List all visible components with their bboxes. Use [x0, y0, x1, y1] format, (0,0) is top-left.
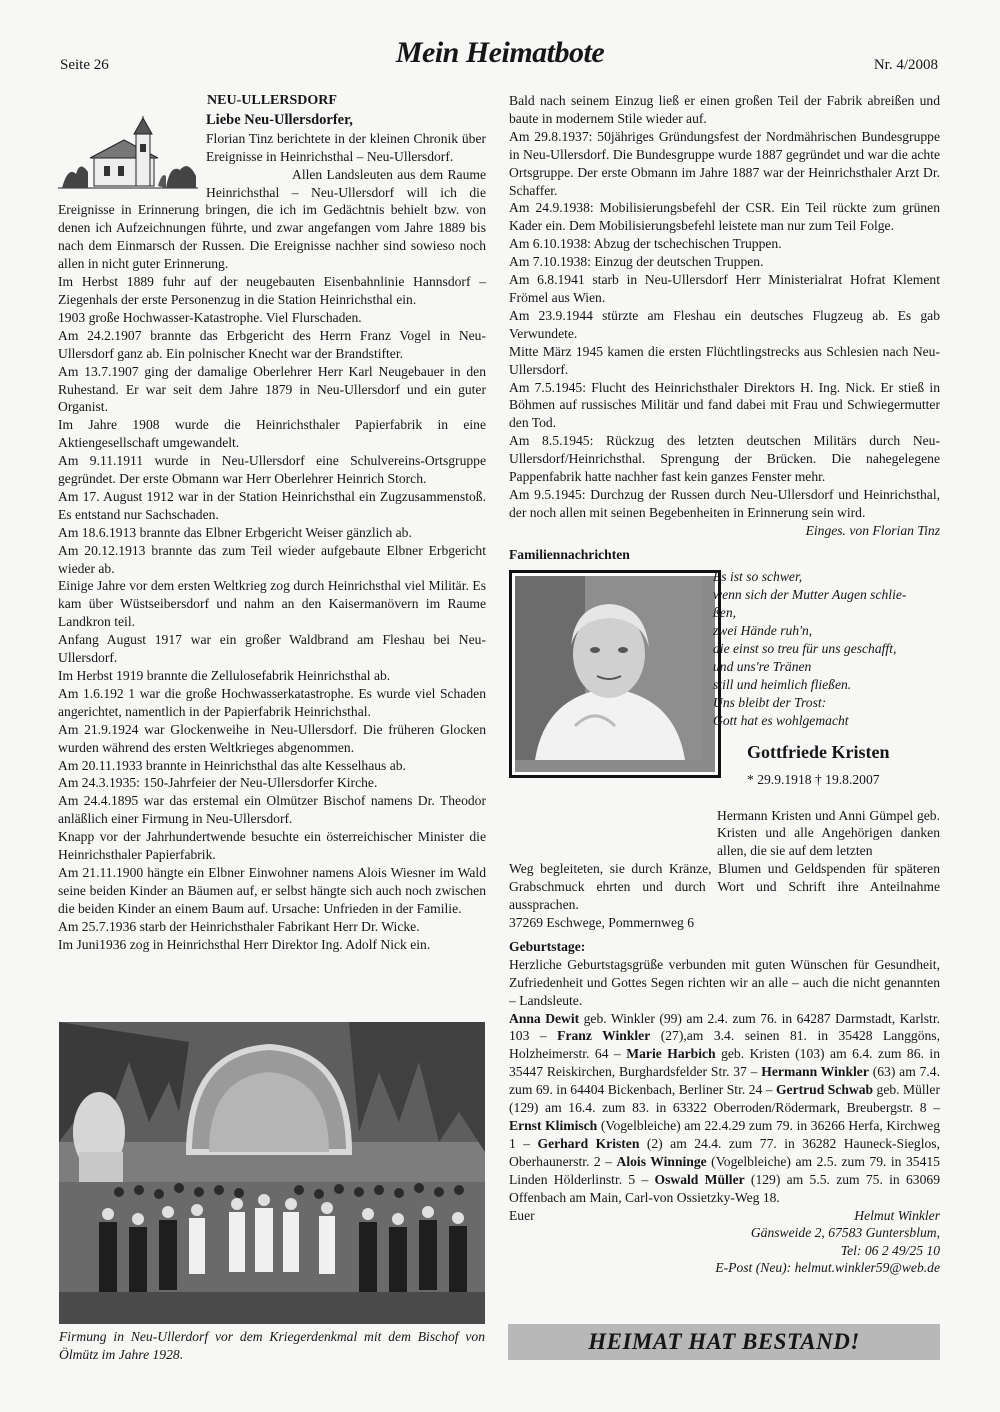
poem-line: wenn sich der Mutter Augen schlie- — [713, 586, 907, 602]
birthday-signature — [509, 1207, 940, 1277]
page-number: Seite 26 — [60, 57, 109, 73]
confirmation-group-photo — [59, 1022, 485, 1324]
poem-line: Gott hat es wohlgemacht — [713, 712, 849, 728]
chronicle-entry: Am 23.9.1944 stürzte am Fleshau ein deutsches Flugzeug ab. Es gab Verwundete. — [509, 307, 940, 341]
event-list-right — [509, 92, 940, 522]
issue-number: Nr. 4/2008 — [873, 57, 938, 73]
obituary-thanks-start: Hermann Kristen und Anni Gümpel geb. Kristen und alle Angehörigen danken allen, die sie auf dem letzten — [717, 807, 940, 859]
birthday-details: geb. Winkler (99) am 2.4. zum 76. in 64287 Darmstadt, Karlstr. 103 – — [509, 1010, 940, 1044]
poem-line: still und heimlich fließen. — [713, 676, 852, 692]
poem-line: Es ist so schwer, — [713, 568, 803, 584]
chronicle-entry: Am 20.12.1913 brannte das zum Teil wieder aufgebaute Elbner Erbgericht wieder ab. — [58, 542, 486, 576]
birthday-details: geb. Müller (129) am 16.4. zum 83. in 63322 Oberroden/Rödermark, Breubergstr. 8 – — [509, 1082, 940, 1116]
chronicle-entry: Am 20.11.1933 brannte in Heinrichsthal das alte Kesselhaus ab. — [58, 757, 406, 773]
obituary-thanks-continued: Weg begleiteten, sie durch Kränze, Blumen und Geldspenden für späteren Grabschmuck ehrten und durch Wort und Schrift ihre Anteilnahme aussprachen. — [509, 861, 940, 913]
deceased-name: Gottfriede Kristen — [747, 741, 890, 762]
poem-line: Uns bleibt der Trost: — [713, 694, 827, 710]
chronicle-entry: Einige Jahre vor dem ersten Weltkrieg zog durch Heinrichsthal viel Militär. Es kam über Wüstseibersdorf und nahm an den Kaisermanövern im Raume Landkron teil. — [58, 578, 486, 630]
masthead-title: Mein Heimatbote — [395, 36, 605, 69]
poem-line: die einst so treu für uns geschafft, — [713, 640, 897, 656]
chronicle-entry: Am 6.8.1941 starb in Neu-Ullersdorf Herr Ministerialrat Hofrat Klement Frömel aus Wien. — [509, 272, 940, 305]
right-column — [509, 92, 940, 1277]
left-column — [58, 92, 486, 954]
birthday-details: (27),am 3.4. seinen 81. in 35428 Langgöns, Holzheimerstr. 64 – — [509, 1028, 940, 1062]
article-signature: Einges. von Florian Tinz — [805, 522, 940, 538]
obituary-address: 37269 Eschwege, Pommernweg 6 — [509, 915, 694, 930]
chronicle-entry: Am 9.11.1911 wurde in Neu-Ullersdorf eine Schulvereins-Ortsgruppe gegründet. Der erste Obmann war Herr Oberlehrer Heinrich Storch. — [58, 453, 486, 487]
closing-word: Euer — [509, 1207, 535, 1223]
chronicle-entry: Am 24.9.1938: Mobilisierungsbefehl der CSR. Ein Teil rückte zum grünen Kader ein. Dem Mobilisierungsbefehl leistete man nur zum Teil Folge. — [509, 200, 940, 234]
birthdays-heading: Geburtstage: — [509, 938, 586, 954]
chronicle-entry: Am 21.9.1924 war Glockenweihe in Neu-Ullersdorf. Die früheren Glocken wurden während des ersten Weltkrieges abgenommen. — [58, 721, 486, 755]
chronicle-entry: Im Juni1936 zog in Heinrichsthal Herr Direktor Ing. Adolf Nick ein. — [58, 936, 431, 952]
birthday-details: (Vogelbleiche) am 2.5. zum 79. in 35415 Linden Hölderlinstr. 5 – — [509, 1153, 940, 1187]
obituary-block — [509, 568, 940, 813]
group-photo-image — [59, 1022, 485, 1324]
chronicle-entry: Am 7.10.1938: Einzug der deutschen Truppen. — [509, 254, 764, 270]
poem-line: und uns're Tränen — [713, 658, 812, 674]
obituary-portrait-frame — [509, 570, 721, 778]
chronicle-entry: 1903 große Hochwasser-Katastrophe. Viel Flurschaden. — [58, 309, 362, 325]
chronicle-entry: Am 24.4.1895 war das erstemal ein Olmützer Bischof namens Dr. Theodor anläßlich einer Firmung in Neu-Ullersdorf. — [58, 793, 486, 827]
poem-line: zwei Hände ruh'n, — [713, 622, 813, 638]
chronicle-entry: Am 29.8.1937: 50jähriges Gründungsfest der Nordmährischen Bundesgruppe in Neu-Ullersdorf. Die Bundesgruppe wurde 1887 gegründet und war die achte Ortsgruppe. Der erste Obmann im Jahre 1887 war der Heinrichsthaler Arzt Dr. Schaffer. — [509, 128, 940, 198]
chronicle-entry: Am 1.6.192 1 war die große Hochwasserkatastrophe. Es wurde viel Schaden angerichtet, namentlich in der Papierfabrik Heinrichsthal. — [58, 685, 486, 719]
heimat-banner: HEIMAT HAT BESTAND! — [508, 1324, 940, 1360]
birthday-person-name: Gertrud Schwab — [775, 1082, 874, 1098]
birthday-details: (2) am 24.4. zum 77. in 36282 Hauneck-Sieglos, Oberhaunerstr. 2 – — [509, 1135, 940, 1169]
church-illustration — [58, 116, 198, 192]
chronicle-entry: Am 13.7.1907 ging der damalige Oberlehrer Herr Karl Neugebauer in den Ruhestand. Er war seit dem Jahre 1879 in Neu-Ullersdorf und ein guter Organist. — [58, 363, 486, 415]
chronicle-entry: Am 9.5.1945: Durchzug der Russen durch Neu-Ullersdorf und Heinrichsthal, der noch allen mit seinen Begebenheiten in Erinnerung sein wird. — [509, 486, 940, 520]
birthday-person-name: Oswald Müller — [654, 1171, 745, 1187]
birthday-person-name: Franz Winkler — [557, 1028, 651, 1044]
chronicle-entry: Am 7.5.1945: Flucht des Heinrichsthaler Direktors H. Ing. Nick. Er stieß in Böhmen auf russisches Militär und fand dabei mit Frau und Schwiegermutter den Tod. — [509, 379, 940, 431]
chronicle-entry: Am 18.6.1913 brannte das Elbner Erbgericht Weiser gänzlich ab. — [58, 524, 412, 540]
birthday-person-name: Marie Harbich — [626, 1046, 716, 1062]
chronicle-entry: Im Herbst 1919 brannte die Zellulosefabrik Heinrichsthal ab. — [58, 668, 391, 683]
birthday-person-name: Gerhard Kristen — [537, 1135, 640, 1151]
article-heading: NEU-ULLERSDORF — [207, 93, 337, 108]
chronicle-entry: Am 6.10.1938: Abzug der tschechischen Truppen. — [509, 236, 782, 252]
birthday-details: (Vogelbleiche) am 22.4.29 zum 79. in 36266 Herfa, Kirchweg 1 – — [509, 1117, 940, 1151]
family-news-heading: Familiennachrichten — [509, 546, 630, 562]
chronicle-entry: Am 17. August 1912 war in der Station Heinrichsthal ein Zugzusammenstoß. Es entstand nur Sachschaden. — [58, 488, 486, 522]
birthday-person-name: Hermann Winkler — [761, 1064, 869, 1080]
birthday-person-name: Alois Winninge — [616, 1153, 707, 1169]
sender-name: Helmut Winkler — [854, 1207, 940, 1223]
chronicle-entry: Am 24.2.1907 brannte das Erbgericht des Herrn Franz Vogel in Neu-Ullersdorf ganz ab. Ein polnischer Knecht war der Brandstifter. — [58, 327, 486, 361]
birthday-details: (63) am 7.4. zum 69. in 64404 Bickenbach, Berliner Str. 24 – — [509, 1064, 941, 1098]
article-paragraph: Allen Landsleuten aus dem Raume Heinrichsthal – Neu-Ullersdorf will ich die Ereignisse in Erinnerung bringen, die ich im Gedächtnis behielt bzw. von denen ich Aufzeichnungen führte, und zwar angefangen vom Jahre 1889 bis nach dem Einmarsch der Russen. Die Ereignisse nachher sind sowieso noch allen in nicht guter Erinnerung. — [58, 166, 486, 272]
chronicle-entry: Am 25.7.1936 starb der Heinrichsthaler Fabrikant Herr Dr. Wicke. — [58, 918, 420, 934]
chronicle-entry: Mitte März 1945 kamen die ersten Flüchtlingstrecks aus Schlesien nach Neu-Ullersdorf. — [509, 343, 940, 377]
chronicle-entry: Bald nach seinem Einzug ließ er einen großen Teil der Fabrik abreißen und baute in modernem Stile wieder auf. — [509, 93, 940, 126]
article-intro: Florian Tinz berichtete in der kleinen Chronik über Ereignisse in Heinrichsthal – Neu-Ullersdorf. — [206, 130, 486, 164]
birthday-person-name: Ernst Klimisch — [509, 1117, 598, 1133]
event-list-left — [58, 273, 486, 953]
birthday-details: (129) am 5.5. zum 75. in 63069 Offenbach am Main, Carl-von Ossietzky-Weg 18. — [509, 1171, 940, 1205]
chronicle-entry: Am 8.5.1945: Rückzug des letzten deutschen Militärs durch Neu-Ullersdorf/Heinrichsthal. Sprengung der Brücken. Die nahegelegene Pappenfabrik hatte nachher fast kein ganzes Fenster mehr. — [509, 433, 940, 485]
birthdays-intro: Herzliche Geburtstagsgrüße verbunden mit guten Wünschen für Gesundheit, Zufriedenheit und Gottes Segen richten wir an alle – auch die nicht genannten – Landsleute. — [509, 956, 940, 1008]
obituary-thanks — [509, 807, 940, 861]
chronicle-entry: Im Jahre 1908 wurde die Heinrichsthaler Papierfabrik in eine Aktiengesellschaft umgewandelt. — [58, 417, 486, 451]
birthday-person-name: Anna Dewit — [509, 1010, 580, 1026]
sender-email: E-Post (Neu): helmut.winkler59@web.de — [715, 1260, 940, 1276]
photo-caption: Firmung in Neu-Ullerdorf vor dem Kriegerdenkmal mit dem Bischof von Ölmütz im Jahre 1928. — [59, 1329, 485, 1362]
birthday-details: geb. Kristen (103) am 6.4. zum 86. in 35447 Reiskirchen, Burghardsfelder Str. 37 – — [509, 1046, 940, 1080]
chronicle-entry: Am 24.3.1935: 150-Jahrfeier der Neu-Ullersdorfer Kirche. — [58, 775, 378, 791]
article-greeting: Liebe Neu-Ullersdorfer, — [206, 111, 353, 128]
chronicle-entry: Knapp vor der Jahrhundertwende besuchte ein österreichischer Minister die Heinrichsthaler Papierfabrik. — [58, 829, 486, 863]
birthday-list — [509, 1010, 940, 1207]
chronicle-entry: Anfang August 1917 war ein großer Waldbrand am Fleshau bei Neu-Ullersdorf. — [58, 632, 486, 666]
sender-street: Gänsweide 2, 67583 Guntersblum, — [750, 1225, 940, 1241]
obituary-portrait — [515, 576, 715, 772]
obituary-poem — [713, 568, 939, 730]
sender-phone: Tel: 06 2 49/25 10 — [840, 1242, 940, 1258]
chronicle-entry: Im Herbst 1889 fuhr auf der neugebauten Eisenbahnlinie Hannsdorf – Ziegenhals der erste Personenzug in die Station Heinrichsthal ein. — [58, 274, 486, 307]
poem-line: ßen, — [713, 604, 737, 620]
deceased-dates: * 29.9.1918 † 19.8.2007 — [747, 771, 880, 787]
chronicle-entry: Am 21.11.1900 hängte ein Elbner Einwohner namens Alois Wiesner im Wald seine beiden Kinder an Bäumen auf, er selbst hängte sich auch noch zwischen die beiden Kinder an einem Baum auf. Ursache: Unfrieden in der Familie. — [58, 864, 486, 916]
